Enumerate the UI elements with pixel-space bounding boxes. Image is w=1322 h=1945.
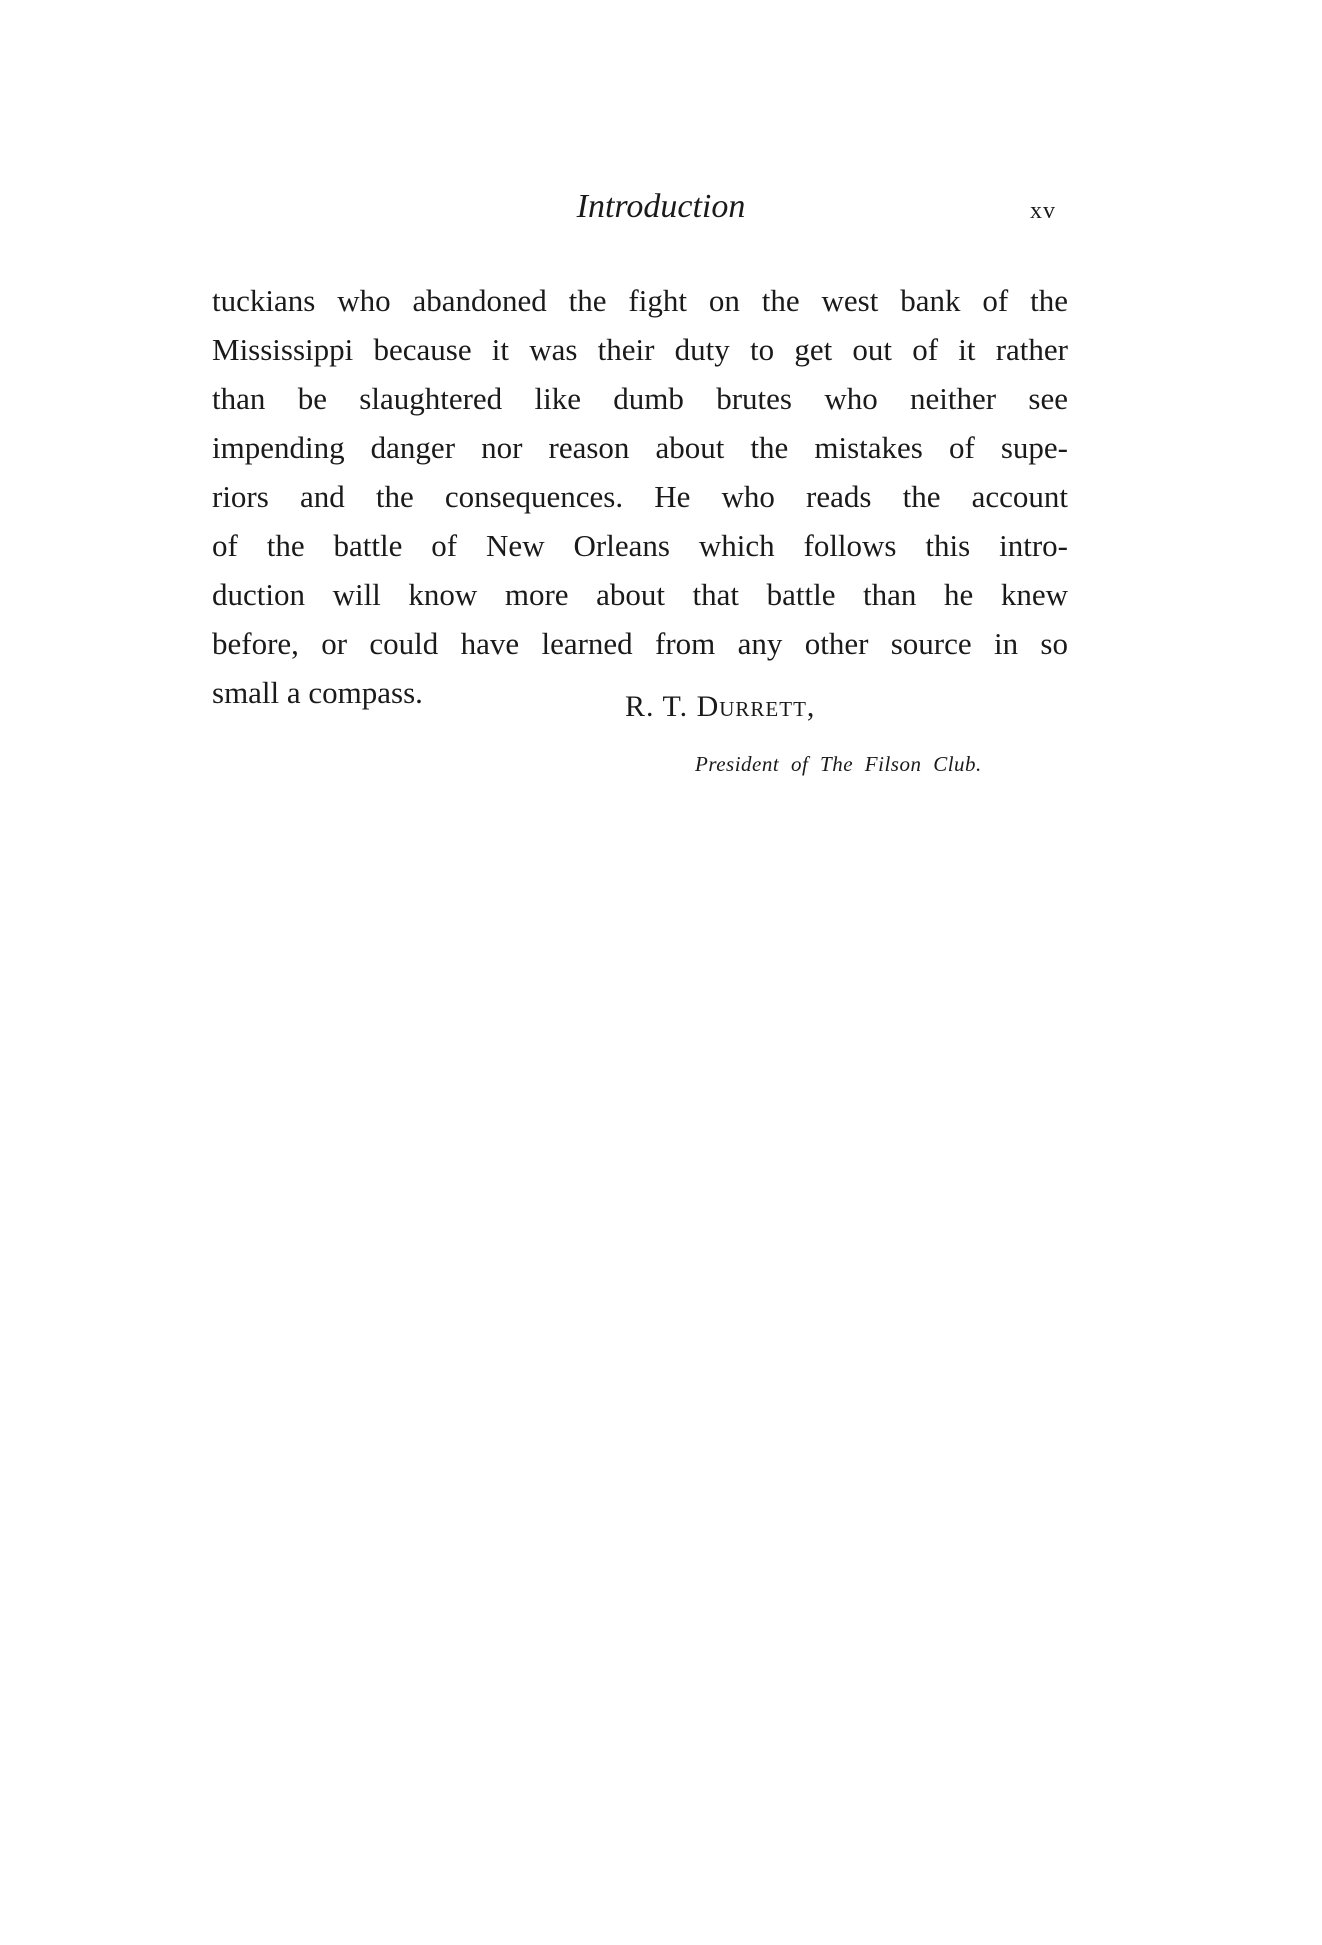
text-line: small a compass. bbox=[212, 675, 423, 710]
text-line: than be slaughtered like dumb brutes who neither see bbox=[212, 381, 1068, 416]
running-title: Introduction bbox=[576, 188, 746, 225]
signature-surname: Durrett, bbox=[696, 690, 816, 723]
text-line: impending danger nor reason about the mistakes of supe- bbox=[212, 430, 1068, 465]
page-number: xv bbox=[1030, 198, 1056, 224]
text-line: duction will know more about that battle than he knew bbox=[212, 577, 1068, 612]
text-line: Mississippi because it was their duty to get out of it rather bbox=[212, 332, 1068, 367]
text-line: before, or could have learned from any other source in so bbox=[212, 626, 1068, 661]
text-line: tuckians who abandoned the fight on the west bank of the bbox=[212, 283, 1068, 318]
signature-affiliation: President of The Filson Club. bbox=[695, 752, 982, 776]
text-line: of the battle of New Orleans which follows this intro- bbox=[212, 528, 1068, 563]
signature bbox=[625, 690, 815, 724]
body-paragraph bbox=[212, 276, 1068, 717]
signature-initials: R. T. bbox=[625, 690, 689, 723]
text-line: riors and the consequences. He who reads the account bbox=[212, 479, 1068, 514]
